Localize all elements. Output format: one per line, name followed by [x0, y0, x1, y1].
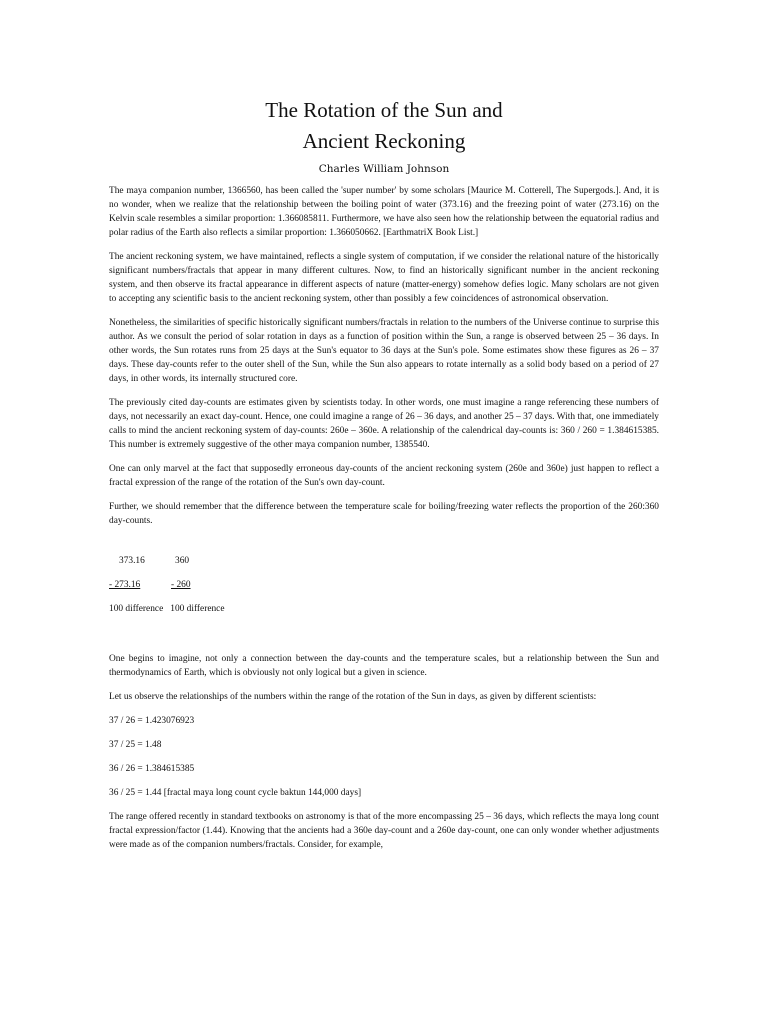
section-after-calc [109, 652, 659, 852]
subtraction-table [109, 554, 659, 616]
paragraph: Nonetheless, the similarities of specific historically significant numbers/fractals in relation to the numbers of the Universe continue to surprise this author. As we consult the period of solar rotation in days as a function of position within the Sun, a range is observed between 25 – 36 days. In other words, the Sun rotates runs from 25 days at the Sun's equator to 36 days at the Sun's pole. Some estimates show these figures as 26 – 37 days. These day-counts refer to the outer shell of the Sun, while the Sun also appears to rotate internally as a solid body based on a period of 27 days, in other words, its internally structured core. [109, 318, 659, 384]
equation: 37 / 26 = 1.423076923 [109, 716, 195, 726]
paragraph: The ancient reckoning system, we have maintained, reflects a single system of computation, if we consider the relational nature of the historically significant numbers/fractals that appear in many different cultures. Now, to find an historically significant number in the ancient reckoning system, and then observe its fractal appearance in different aspects of nature (matter-energy) somehow defies logic. Many scholars are not given to accepting any scientific basis to the ancient reckoning system, other than possibly a few coincidences of astronomical observation. [109, 252, 659, 304]
calc-difference: 100 difference 100 difference [109, 604, 225, 614]
equation: 36 / 25 = 1.44 [fractal maya long count cycle baktun 144,000 days] [109, 788, 362, 798]
daycount-260: - 260 [171, 580, 191, 590]
calc-row-minuend [109, 554, 659, 568]
paragraph: Let us observe the relationships of the numbers within the range of the rotation of the Sun in days, as given by different scientists: [109, 692, 597, 702]
title-line-2: Ancient Reckoning [302, 129, 466, 153]
paragraph: The previously cited day-counts are estimates given by scientists today. In other words, one must imagine a range referencing these numbers of days, not necessarily an exact day-count. Hence, one could imagine a range of 26 – 36 days, and another 25 – 37 days. With that, one immediately calls to mind the ancient reckoning system of day-counts: 260e – 360e. A relationship of the calendrical day-counts is: 360 / 260 = 1.384615385. This number is extremely suggestive of the other maya companion number, 1385540. [109, 398, 659, 450]
equation: 36 / 26 = 1.384615385 [109, 764, 195, 774]
kelvin-freezing: - 273.16 [109, 580, 141, 590]
daycount-360: 360 [175, 556, 190, 566]
kelvin-boiling: 373.16 [119, 556, 145, 566]
paragraph: One begins to imagine, not only a connection between the day-counts and the temperature scales, but a relationship between the Sun and thermodynamics of Earth, which is obviously not only logical but a given in science. [109, 654, 659, 678]
document-body [109, 184, 659, 862]
paragraph: Further, we should remember that the difference between the temperature scale for boiling/freezing water reflects the proportion of the 260:360 day-counts. [109, 502, 659, 526]
equation: 37 / 25 = 1.48 [109, 740, 162, 750]
author-name: Charles William Johnson [318, 163, 450, 175]
paragraph: One can only marvel at the fact that supposedly erroneous day-counts of the ancient reckoning system (260e and 360e) just happen to reflect a fractal expression of the range of the rotation of the Sun's own day-count. [109, 464, 659, 488]
title-line-1: The Rotation of the Sun and [265, 98, 503, 122]
paragraph: The range offered recently in standard textbooks on astronomy is that of the more encompassing 25 – 36 days, which reflects the maya long count fractal expression/factor (1.44). Knowing that the ancients had a 360e day-count and a 260e day-count, one can only wonder whether adjustments were made as of the companion numbers/fractals. Consider, for example, [109, 812, 659, 850]
paragraph: The maya companion number, 1366560, has been called the 'super number' by some scholars [Maurice M. Cotterell, The Supergods.]. And, it is no wonder, when we realize that the relationship between the boiling point of water (373.16) and the freezing point of water (273.16) on the Kelvin scale resembles a similar proportion: 1.366085811. Furthermore, we have also seen how the relationship between the equatorial radius and polar radius of the Earth also reflects a similar proportion: 1.366050662. [EarthmatriX Book List.] [109, 186, 659, 238]
calc-row-subtrahend [109, 578, 659, 592]
